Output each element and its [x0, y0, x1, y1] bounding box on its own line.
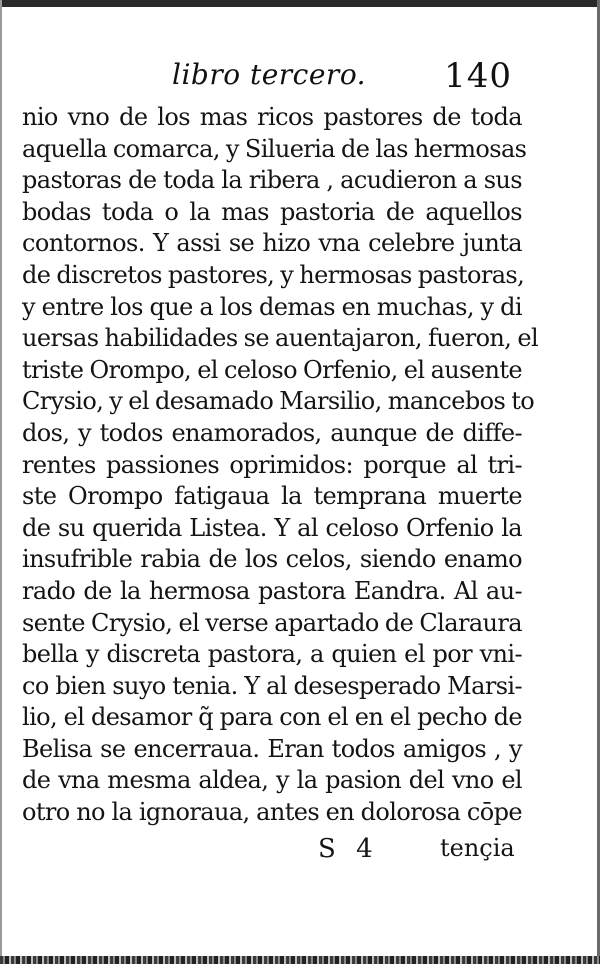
running-title: libro tercero.: [172, 58, 367, 91]
text-line: insufrible rabia de los celos, siendo enamo: [22, 545, 522, 574]
text-line: co bien suyo tenia. Y al desesperado Marsi-: [22, 671, 522, 700]
text-line: ste Orompo fatigaua la temprana muerte: [22, 482, 522, 511]
text-line: bodas toda o la mas pastoria de aquellos: [22, 197, 522, 226]
body-text: [22, 102, 539, 829]
page-bottom-edge: [0, 956, 600, 964]
text-line: Crysio, y el desamado Marsilio, mancebos to: [22, 387, 535, 416]
text-line: de discretos pastores, y hermosas pastoras,: [22, 260, 525, 289]
page-number: 140: [444, 56, 512, 96]
text-line: sente Crysio, el verse apartado de Claraura: [22, 608, 522, 637]
text-line: de vna mesma aldea, y la pasion del vno el: [22, 766, 522, 795]
text-line: y entre los que a los demas en muchas, y di: [22, 292, 522, 321]
page-top-edge: [0, 0, 600, 7]
text-line: lio, el desamor q̃ para con el en el pecho de: [22, 703, 522, 732]
text-line: dos, y todos enamorados, aunque de diffe-: [22, 418, 522, 447]
page-header: [172, 56, 522, 100]
text-line: aquella comarca, y Silueria de las hermosas: [22, 134, 527, 163]
text-line: bella y discreta pastora, a quien el por vni-: [22, 640, 522, 669]
text-line: uersas habilidades se auentajaron, fueron, el: [22, 324, 539, 353]
text-line: Belisa se encerraua. Eran todos amigos , y: [22, 734, 522, 763]
text-line: rado de la hermosa pastora Eandra. Al au-: [22, 576, 522, 605]
text-line: otro no la ignoraua, antes en dolorosa cōpe: [22, 798, 522, 827]
signature-mark: S 4: [318, 834, 379, 864]
page-footer: [0, 834, 600, 870]
text-line: de su querida Listea. Y al celoso Orfenio la: [22, 513, 522, 542]
page-left-edge: [0, 0, 2, 964]
catchword: tençia: [440, 834, 515, 862]
text-line: triste Orompo, el celoso Orfenio, el ausente: [22, 355, 522, 384]
text-line: pastoras de toda la ribera , acudieron a sus: [22, 166, 522, 195]
text-line: nio vno de los mas ricos pastores de toda: [22, 103, 522, 131]
text-line: rentes passiones oprimidos: porque al tri-: [22, 450, 522, 479]
text-line: contornos. Y assi se hizo vna celebre junta: [22, 229, 522, 258]
